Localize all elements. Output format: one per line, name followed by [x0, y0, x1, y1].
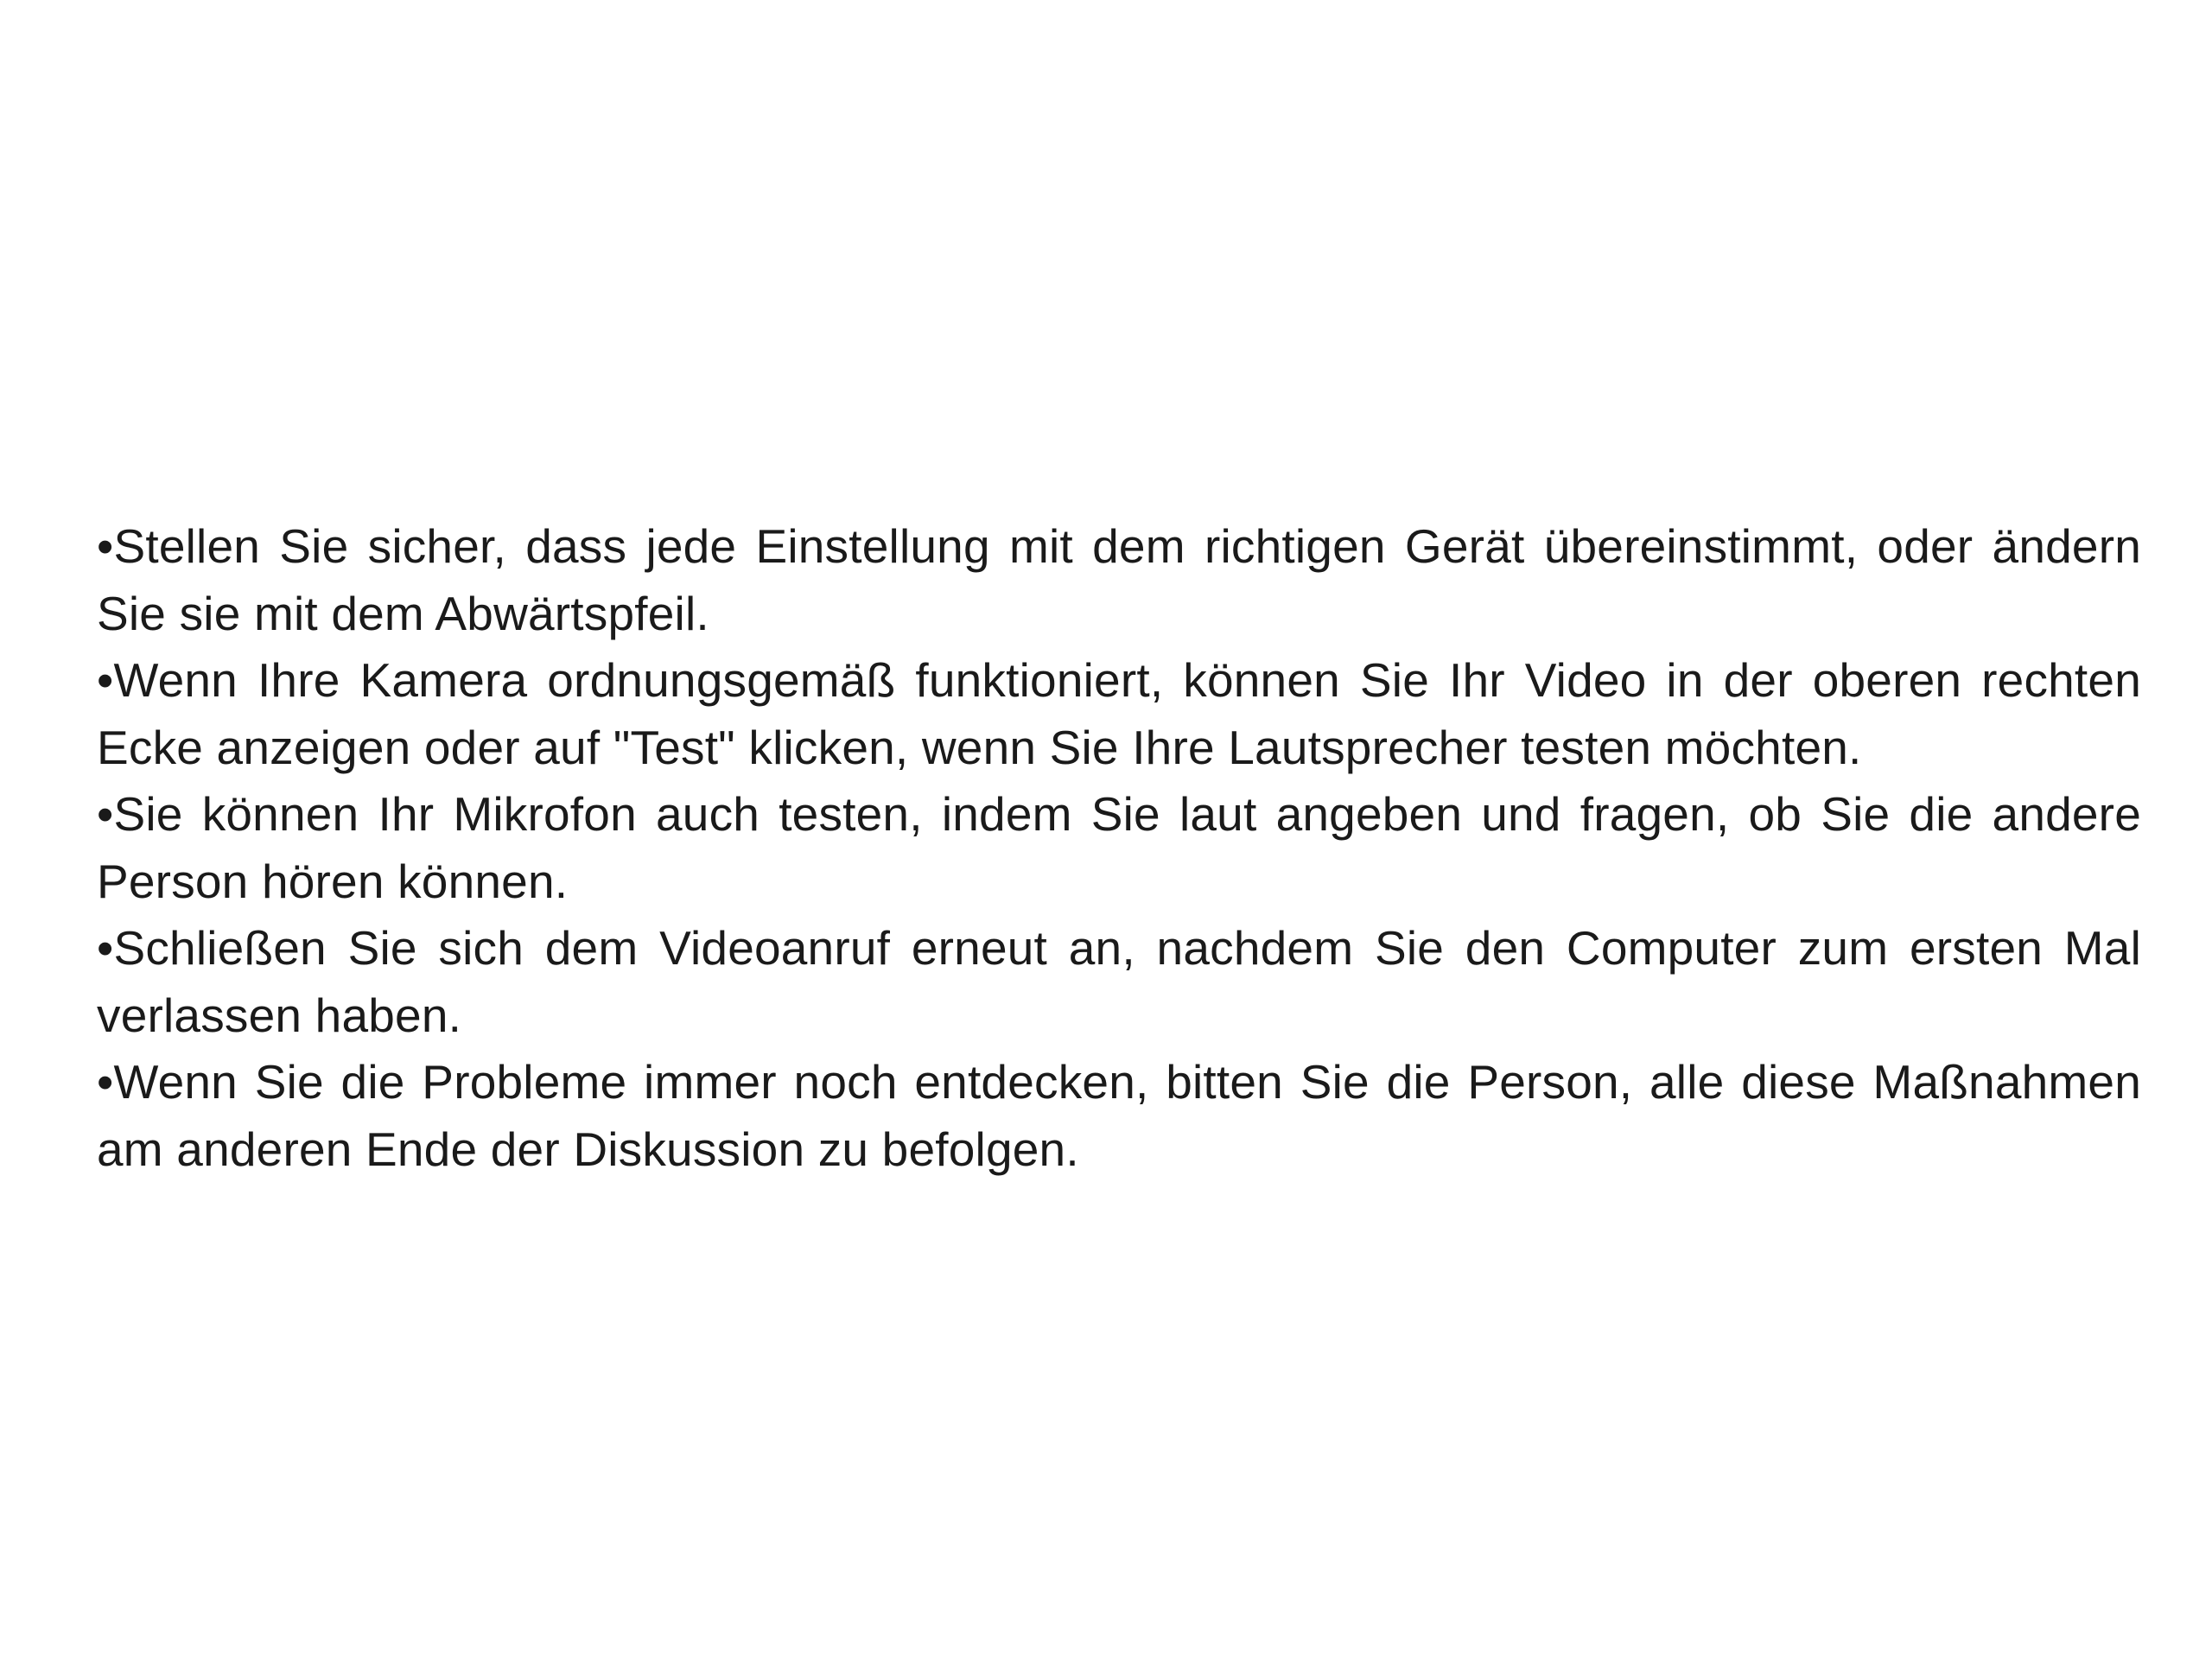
bullet-text: Wenn Sie die Probleme immer noch entdecken, bitten Sie die Person, alle diese Maßnahmen am anderen Ende der Diskussion zu befolgen. [97, 1055, 2141, 1176]
bullet-text: Stellen Sie sicher, dass jede Einstellung mit dem richtigen Gerät übereinstimmt, oder ändern Sie sie mit dem Abwärtspfeil. [97, 519, 2141, 640]
bullet-item-other-person [97, 1049, 2141, 1183]
bullet-icon: • [97, 653, 114, 707]
bullet-icon: • [97, 1055, 114, 1109]
bullet-icon: • [97, 787, 114, 841]
bullet-text: Sie können Ihr Mikrofon auch testen, indem Sie laut angeben und fragen, ob Sie die andere Person hören können. [97, 787, 2141, 908]
bullet-text: Wenn Ihre Kamera ordnungsgemäß funktioniert, können Sie Ihr Video in der oberen rechten Ecke anzeigen oder auf "Test" klicken, wenn Sie Ihre Lautsprecher testen möchten. [97, 653, 2141, 774]
bullet-text: Schließen Sie sich dem Videoanruf erneut an, nachdem Sie den Computer zum ersten Mal verlassen haben. [97, 921, 2141, 1042]
bullet-icon: • [97, 519, 114, 573]
bullet-list [97, 513, 2141, 1183]
bullet-item-rejoin [97, 915, 2141, 1049]
bullet-icon: • [97, 921, 114, 975]
bullet-item-camera [97, 647, 2141, 781]
bullet-item-settings [97, 513, 2141, 647]
bullet-item-microphone [97, 781, 2141, 915]
